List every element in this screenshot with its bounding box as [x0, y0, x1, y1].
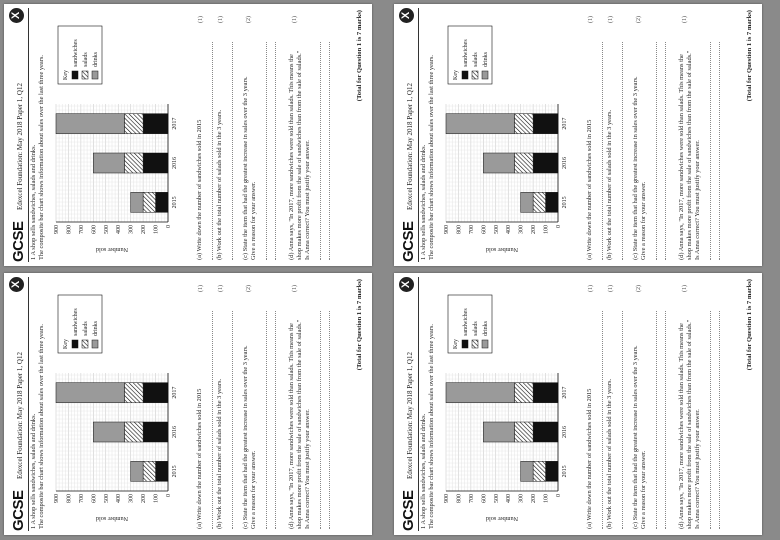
- y-tick-label: 700: [78, 225, 85, 234]
- bar-drinks-2015: [521, 461, 533, 481]
- y-tick-label: 500: [103, 494, 110, 503]
- question-c: [632, 16, 666, 260]
- bar-drinks-2016: [483, 422, 514, 442]
- bar-salads-2017: [124, 114, 143, 134]
- legend-label-salads: salads: [83, 52, 89, 67]
- question-text: (b) Work out the total number of salads sold in the 3 years.: [606, 109, 613, 260]
- question-d: [288, 285, 330, 529]
- legend-label-salads: salads: [83, 321, 89, 336]
- bar-sandwiches-2015: [546, 192, 558, 212]
- y-tick-label: 400: [116, 225, 123, 234]
- paper-reference: Edexcel Foundation: May 2018 Paper 1, Q12: [406, 352, 414, 479]
- answer-line: [267, 311, 276, 529]
- intro-line: The composite bar chart shows information about sales over the last three years.: [38, 55, 45, 260]
- intro-line: 1 A shop sells sandwiches, salads and drinks.: [420, 144, 427, 260]
- bar-sandwiches-2017: [143, 114, 168, 134]
- question-a: [586, 285, 603, 529]
- y-tick-label: 200: [531, 494, 538, 503]
- question-text: shop makes more profit from the sale of sandwiches than from the sale of salads.": [296, 50, 303, 260]
- y-tick-label: 200: [531, 225, 538, 234]
- question-intro: [30, 289, 46, 529]
- question-b: [606, 16, 623, 260]
- bar-salads-2015: [533, 461, 545, 481]
- legend-swatch-sandwiches: [72, 340, 78, 348]
- bar-salads-2015: [143, 192, 155, 212]
- bar-sandwiches-2015: [156, 192, 168, 212]
- bar-sandwiches-2016: [143, 153, 168, 173]
- answer-line: [711, 311, 720, 529]
- x-tick-label: 2017: [562, 117, 568, 130]
- legend-title: Key: [453, 339, 459, 349]
- paper-reference: Edexcel Foundation: May 2018 Paper 1, Q12: [406, 83, 414, 210]
- bar-salads-2015: [533, 192, 545, 212]
- marks-label: (1): [198, 285, 204, 292]
- bar-salads-2017: [514, 114, 533, 134]
- y-tick-label: 500: [493, 494, 500, 503]
- legend-swatch-salads: [472, 340, 478, 348]
- intro-line: 1 A shop sells sandwiches, salads and drinks.: [420, 413, 427, 529]
- x-tick-label: 2016: [172, 157, 178, 169]
- composite-bar-chart: [440, 16, 580, 256]
- answer-line: [267, 42, 276, 260]
- y-tick-label: 0: [556, 225, 562, 228]
- x-tick-label: 2015: [562, 196, 568, 209]
- bar-drinks-2016: [483, 153, 514, 173]
- bar-sandwiches-2016: [143, 422, 168, 442]
- question-text: shop makes more profit from the sale of sandwiches than from the sale of salads.": [296, 319, 303, 529]
- marks-label: (1): [218, 16, 224, 23]
- question-c: [242, 285, 276, 529]
- y-tick-label: 400: [506, 225, 513, 234]
- marks-label: (2): [246, 16, 252, 23]
- chart-svg: [440, 285, 580, 525]
- chart-svg: [50, 16, 190, 256]
- question-a: [196, 285, 213, 529]
- marks-label: (1): [608, 16, 614, 23]
- question-text: (d) Anna says, "In 2017, more sandwiches were sold than salads. This means the: [288, 54, 295, 260]
- close-badge-icon: X: [399, 8, 414, 23]
- question-text: (d) Anna says, "In 2017, more sandwiches were sold than salads. This means the: [288, 323, 295, 529]
- worksheet-photo: [394, 4, 762, 266]
- y-tick-label: 700: [78, 494, 85, 503]
- y-tick-label: 600: [481, 494, 488, 503]
- y-tick-label: 500: [493, 225, 500, 234]
- close-badge-icon: X: [399, 277, 414, 292]
- answer-line: [702, 42, 711, 260]
- bar-salads-2016: [514, 422, 533, 442]
- answer-line: [224, 311, 233, 529]
- question-text: Is Anna correct? You must justify your answer.: [694, 140, 701, 260]
- marks-label: (1): [682, 285, 688, 292]
- legend-label-salads: salads: [473, 321, 479, 336]
- y-tick-label: 100: [543, 494, 550, 503]
- bar-salads-2016: [124, 422, 143, 442]
- question-text: (b) Work out the total number of salads sold in the 3 years.: [216, 378, 223, 529]
- gcse-logo: GCSE: [400, 221, 417, 262]
- answer-line: [648, 311, 657, 529]
- legend-title: Key: [63, 70, 69, 80]
- answer-line: [321, 311, 330, 529]
- answer-line: [258, 311, 267, 529]
- marks-label: (1): [588, 285, 594, 292]
- gcse-logo: GCSE: [10, 221, 27, 262]
- question-intro: [420, 289, 436, 529]
- answer-line: [702, 311, 711, 529]
- legend-swatch-salads: [82, 71, 88, 79]
- question-total: (Total for Question 1 is 7 marks): [356, 279, 363, 371]
- y-tick-label: 700: [468, 225, 475, 234]
- bar-drinks-2016: [93, 422, 124, 442]
- bar-sandwiches-2017: [533, 114, 558, 134]
- intro-line: 1 A shop sells sandwiches, salads and drinks.: [30, 144, 37, 260]
- x-tick-label: 2016: [562, 426, 568, 438]
- question-text: (c) State the item that had the greatest increase in sales over the 3 years.: [242, 345, 249, 529]
- close-badge-icon: X: [9, 8, 24, 23]
- bar-sandwiches-2016: [533, 422, 558, 442]
- question-text: (a) Write down the number of sandwiches sold in 2015: [586, 119, 593, 260]
- bar-sandwiches-2015: [156, 461, 168, 481]
- question-d: [678, 285, 720, 529]
- page-header: [8, 277, 29, 531]
- bar-salads-2016: [514, 153, 533, 173]
- y-tick-label: 700: [468, 494, 475, 503]
- bar-salads-2017: [514, 383, 533, 403]
- page-header: [398, 8, 419, 262]
- page-header: [8, 8, 29, 262]
- worksheet-page: [394, 273, 762, 535]
- answer-line: [321, 42, 330, 260]
- question-total: (Total for Question 1 is 7 marks): [746, 279, 753, 371]
- question-d: [288, 16, 330, 260]
- question-text: (d) Anna says, "In 2017, more sandwiches were sold than salads. This means the: [678, 323, 685, 529]
- y-tick-label: 200: [141, 225, 148, 234]
- marks-label: (1): [608, 285, 614, 292]
- question-text: (c) State the item that had the greatest increase in sales over the 3 years.: [632, 76, 639, 260]
- legend-label-sandwiches: sandwiches: [463, 39, 469, 67]
- marks-label: (2): [636, 285, 642, 292]
- y-tick-label: 800: [456, 494, 463, 503]
- marks-label: (1): [292, 16, 298, 23]
- bar-drinks-2017: [56, 114, 124, 134]
- answer-line: [224, 42, 233, 260]
- bar-drinks-2015: [131, 192, 143, 212]
- worksheet-photo: [4, 273, 372, 535]
- question-a: [196, 16, 213, 260]
- x-tick-label: 2015: [172, 196, 178, 209]
- question-text: (d) Anna says, "In 2017, more sandwiches were sold than salads. This means the: [678, 54, 685, 260]
- legend-label-drinks: drinks: [93, 321, 99, 336]
- paper-reference: Edexcel Foundation: May 2018 Paper 1, Q12: [16, 352, 24, 479]
- answer-line: [711, 42, 720, 260]
- marks-label: (1): [218, 285, 224, 292]
- question-text: Is Anna correct? You must justify your answer.: [304, 140, 311, 260]
- x-tick-label: 2015: [562, 465, 568, 478]
- bar-drinks-2016: [93, 153, 124, 173]
- legend-label-sandwiches: sandwiches: [463, 308, 469, 336]
- y-tick-label: 800: [66, 494, 73, 503]
- y-tick-label: 300: [128, 494, 135, 503]
- legend-swatch-drinks: [92, 71, 98, 79]
- legend-label-drinks: drinks: [483, 321, 489, 336]
- chart-svg: [440, 16, 580, 256]
- bar-salads-2017: [124, 383, 143, 403]
- y-tick-label: 900: [54, 494, 60, 503]
- question-text: shop makes more profit from the sale of sandwiches than from the sale of salads.": [686, 50, 693, 260]
- y-axis-title: Number sold: [95, 515, 129, 522]
- question-text: (a) Write down the number of sandwiches sold in 2015: [586, 388, 593, 529]
- y-tick-label: 0: [166, 494, 172, 497]
- legend-swatch-sandwiches: [462, 340, 468, 348]
- question-text: Give a reason for your answer.: [250, 450, 257, 529]
- y-tick-label: 0: [556, 494, 562, 497]
- question-intro: [420, 20, 436, 260]
- bar-sandwiches-2017: [143, 383, 168, 403]
- paper-reference: Edexcel Foundation: May 2018 Paper 1, Q12: [16, 83, 24, 210]
- bar-sandwiches-2016: [533, 153, 558, 173]
- legend-swatch-salads: [82, 340, 88, 348]
- intro-line: The composite bar chart shows information about sales over the last three years.: [428, 324, 435, 529]
- y-tick-label: 100: [153, 494, 160, 503]
- question-b: [606, 285, 623, 529]
- answer-line: [312, 42, 321, 260]
- legend-swatch-sandwiches: [72, 71, 78, 79]
- answer-line: [614, 42, 623, 260]
- composite-bar-chart: [50, 16, 190, 256]
- y-tick-label: 0: [166, 225, 172, 228]
- legend-label-drinks: drinks: [93, 52, 99, 67]
- gcse-logo: GCSE: [10, 490, 27, 531]
- question-c: [632, 285, 666, 529]
- y-tick-label: 300: [518, 494, 525, 503]
- worksheet-page: [394, 4, 762, 266]
- answer-line: [204, 311, 213, 529]
- answer-line: [614, 311, 623, 529]
- question-text: (a) Write down the number of sandwiches sold in 2015: [196, 119, 203, 260]
- y-tick-label: 400: [116, 494, 123, 503]
- legend-swatch-salads: [472, 71, 478, 79]
- question-text: (a) Write down the number of sandwiches sold in 2015: [196, 388, 203, 529]
- x-tick-label: 2017: [172, 117, 178, 130]
- close-badge-icon: X: [9, 277, 24, 292]
- question-total: (Total for Question 1 is 7 marks): [356, 10, 363, 102]
- legend-label-drinks: drinks: [483, 52, 489, 67]
- legend-swatch-drinks: [482, 71, 488, 79]
- legend-label-sandwiches: sandwiches: [73, 308, 79, 336]
- answer-line: [258, 42, 267, 260]
- marks-label: (1): [588, 16, 594, 23]
- x-tick-label: 2016: [172, 426, 178, 438]
- question-intro: [30, 20, 46, 260]
- bar-drinks-2017: [56, 383, 124, 403]
- legend-swatch-drinks: [482, 340, 488, 348]
- y-axis-title: Number sold: [485, 515, 519, 522]
- composite-bar-chart: [440, 285, 580, 525]
- intro-line: 1 A shop sells sandwiches, salads and drinks.: [30, 413, 37, 529]
- question-text: (c) State the item that had the greatest increase in sales over the 3 years.: [242, 76, 249, 260]
- question-text: Give a reason for your answer.: [640, 181, 647, 260]
- chart-svg: [50, 285, 190, 525]
- page-header: [398, 277, 419, 531]
- answer-line: [594, 311, 603, 529]
- y-tick-label: 900: [444, 494, 450, 503]
- question-a: [586, 16, 603, 260]
- y-tick-label: 100: [153, 225, 160, 234]
- question-total: (Total for Question 1 is 7 marks): [746, 10, 753, 102]
- y-tick-label: 800: [456, 225, 463, 234]
- answer-line: [657, 311, 666, 529]
- bar-salads-2016: [124, 153, 143, 173]
- question-text: shop makes more profit from the sale of sandwiches than from the sale of salads.": [686, 319, 693, 529]
- question-text: (b) Work out the total number of salads sold in the 3 years.: [216, 109, 223, 260]
- answer-line: [594, 42, 603, 260]
- y-tick-label: 600: [91, 225, 98, 234]
- x-tick-label: 2017: [562, 386, 568, 399]
- legend-swatch-sandwiches: [462, 71, 468, 79]
- bar-sandwiches-2015: [546, 461, 558, 481]
- composite-bar-chart: [50, 285, 190, 525]
- y-tick-label: 300: [128, 225, 135, 234]
- bar-drinks-2017: [446, 383, 514, 403]
- y-axis-title: Number sold: [95, 246, 129, 253]
- legend-swatch-drinks: [92, 340, 98, 348]
- worksheet-photo: [4, 4, 372, 266]
- marks-label: (1): [198, 16, 204, 23]
- y-tick-label: 900: [54, 225, 60, 234]
- answer-line: [648, 42, 657, 260]
- legend-label-salads: salads: [473, 52, 479, 67]
- marks-label: (2): [636, 16, 642, 23]
- bar-sandwiches-2017: [533, 383, 558, 403]
- question-d: [678, 16, 720, 260]
- answer-line: [204, 42, 213, 260]
- question-text: Is Anna correct? You must justify your answer.: [694, 409, 701, 529]
- worksheet-page: [4, 4, 372, 266]
- y-tick-label: 900: [444, 225, 450, 234]
- y-tick-label: 500: [103, 225, 110, 234]
- question-text: Give a reason for your answer.: [640, 450, 647, 529]
- marks-label: (1): [682, 16, 688, 23]
- gcse-logo: GCSE: [400, 490, 417, 531]
- bar-drinks-2015: [521, 192, 533, 212]
- worksheet-photo: [394, 273, 762, 535]
- legend-title: Key: [453, 70, 459, 80]
- x-tick-label: 2015: [172, 465, 178, 478]
- x-tick-label: 2016: [562, 157, 568, 169]
- y-tick-label: 300: [518, 225, 525, 234]
- bar-drinks-2015: [131, 461, 143, 481]
- question-text: (b) Work out the total number of salads sold in the 3 years.: [606, 378, 613, 529]
- question-text: Is Anna correct? You must justify your answer.: [304, 409, 311, 529]
- legend-title: Key: [63, 339, 69, 349]
- intro-line: The composite bar chart shows information about sales over the last three years.: [428, 55, 435, 260]
- answer-line: [312, 311, 321, 529]
- y-tick-label: 200: [141, 494, 148, 503]
- y-tick-label: 600: [481, 225, 488, 234]
- worksheet-page: [4, 273, 372, 535]
- question-text: Give a reason for your answer.: [250, 181, 257, 260]
- bar-salads-2015: [143, 461, 155, 481]
- answer-line: [657, 42, 666, 260]
- intro-line: The composite bar chart shows information about sales over the last three years.: [38, 324, 45, 529]
- legend-label-sandwiches: sandwiches: [73, 39, 79, 67]
- y-axis-title: Number sold: [485, 246, 519, 253]
- y-tick-label: 800: [66, 225, 73, 234]
- question-text: (c) State the item that had the greatest increase in sales over the 3 years.: [632, 345, 639, 529]
- y-tick-label: 600: [91, 494, 98, 503]
- question-c: [242, 16, 276, 260]
- question-b: [216, 16, 233, 260]
- marks-label: (1): [292, 285, 298, 292]
- y-tick-label: 100: [543, 225, 550, 234]
- marks-label: (2): [246, 285, 252, 292]
- bar-drinks-2017: [446, 114, 514, 134]
- x-tick-label: 2017: [172, 386, 178, 399]
- y-tick-label: 400: [506, 494, 513, 503]
- question-b: [216, 285, 233, 529]
